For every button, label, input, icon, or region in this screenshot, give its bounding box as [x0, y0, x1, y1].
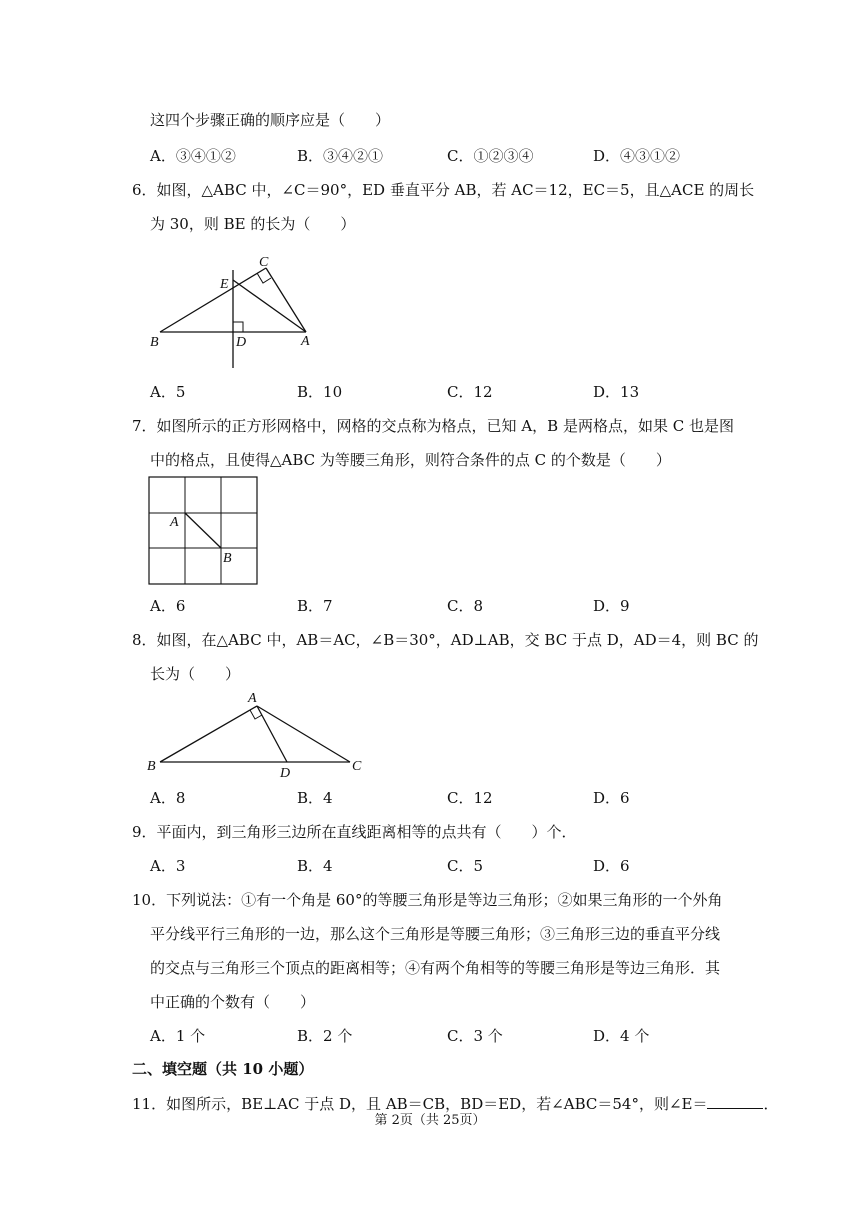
option-c: C．①②③④ — [447, 147, 534, 165]
question-7-line2: 中的格点，且使得△ABC 为等腰三角形，则符合条件的点 C 的个数是（ ） — [150, 451, 671, 469]
question-10-line4: 中正确的个数有（ ） — [150, 993, 316, 1011]
option-d: D．6 — [593, 789, 630, 807]
question-text: 如图，△ABC 中，∠C＝90°，ED 垂直平分 AB，若 AC＝12，EC＝5，且△ACE 的周长 — [156, 181, 755, 199]
label-c: C — [352, 759, 362, 774]
option-b: B．10 — [297, 383, 343, 401]
question-7-line1 — [132, 416, 734, 436]
label-b: B — [147, 759, 156, 774]
label-a: A — [170, 515, 179, 530]
option-a: A．3 — [150, 857, 186, 875]
option-c: C．8 — [447, 597, 484, 615]
question-number: 8． — [132, 631, 157, 649]
question-text: 如图所示的正方形网格中，网格的交点称为格点，已知 A，B 是两格点，如果 C 也是图 — [156, 417, 734, 435]
label-b: B — [150, 335, 159, 350]
option-a: A．③④①② — [150, 147, 236, 165]
option-d: D．9 — [593, 597, 630, 615]
question-text: 这四个步骤正确的顺序应是（ ） — [150, 111, 391, 129]
option-b: B．③④②① — [297, 147, 384, 165]
question-6-line1 — [132, 180, 754, 200]
option-b: B．2 个 — [297, 1027, 353, 1045]
question-number: 11． — [132, 1095, 167, 1113]
question-text: 如图，在△ABC 中，AB＝AC，∠B＝30°，AD⊥AB，交 BC 于点 D，AD＝4，则 BC 的 — [156, 631, 759, 649]
label-d: D — [236, 335, 247, 350]
question-end-mark: ． — [763, 1095, 779, 1113]
question-number: 9． — [132, 823, 157, 841]
question-number: 10． — [132, 891, 167, 909]
answer-blank[interactable] — [707, 1094, 763, 1109]
question-text: 如图所示，BE⊥AC 于点 D，且 AB＝CB，BD＝ED，若∠ABC＝54°，则∠E＝ — [166, 1095, 708, 1113]
option-b: B．4 — [297, 857, 333, 875]
option-d: D．4 个 — [593, 1027, 650, 1045]
option-c: C．5 — [447, 857, 484, 875]
option-d: D．13 — [593, 383, 640, 401]
question-text: 平面内，到三角形三边所在直线距离相等的点共有（ ）个． — [156, 823, 577, 841]
question-6-line2: 为 30，则 BE 的长为（ ） — [150, 215, 356, 233]
question-number: 6． — [132, 181, 157, 199]
option-d: D．6 — [593, 857, 630, 875]
option-c: C．3 个 — [447, 1027, 503, 1045]
question-number: 7． — [132, 417, 157, 435]
option-b: B．7 — [297, 597, 333, 615]
figure-q7-grid — [148, 476, 260, 586]
option-a: A．5 — [150, 383, 186, 401]
option-a: A．6 — [150, 597, 186, 615]
question-text: 下列说法：①有一个角是 60°的等腰三角形是等边三角形；②如果三角形的一个外角 — [166, 891, 723, 909]
question-8-line2: 长为（ ） — [150, 665, 241, 683]
question-10-line3: 的交点与三角形三个顶点的距离相等；④有两个角相等的等腰三角形是等边三角形．其 — [150, 959, 721, 977]
page-footer: 第 2页（共 25页） — [374, 1113, 486, 1128]
label-a: A — [301, 334, 310, 349]
question-10-line2: 平分线平行三角形的一边，那么这个三角形是等腰三角形；③三角形三边的垂直平分线 — [150, 925, 721, 943]
section-heading: 二、填空题（共 10 小题） — [132, 1060, 314, 1078]
question-8-line1 — [132, 630, 758, 650]
question-9-line1 — [132, 822, 577, 842]
label-b: B — [223, 551, 232, 566]
question-10-line1 — [132, 890, 722, 910]
figure-q8-triangle — [140, 688, 380, 783]
option-c: C．12 — [447, 383, 493, 401]
figure-q6-triangle — [140, 248, 330, 373]
option-b: B．4 — [297, 789, 333, 807]
label-e: E — [220, 277, 229, 292]
option-a: A．8 — [150, 789, 186, 807]
question-11-line1 — [132, 1094, 779, 1114]
label-c: C — [259, 255, 269, 270]
option-a: A．1 个 — [150, 1027, 206, 1045]
label-d: D — [280, 766, 291, 781]
option-d: D．④③①② — [593, 147, 681, 165]
label-a: A — [248, 691, 257, 706]
option-c: C．12 — [447, 789, 493, 807]
